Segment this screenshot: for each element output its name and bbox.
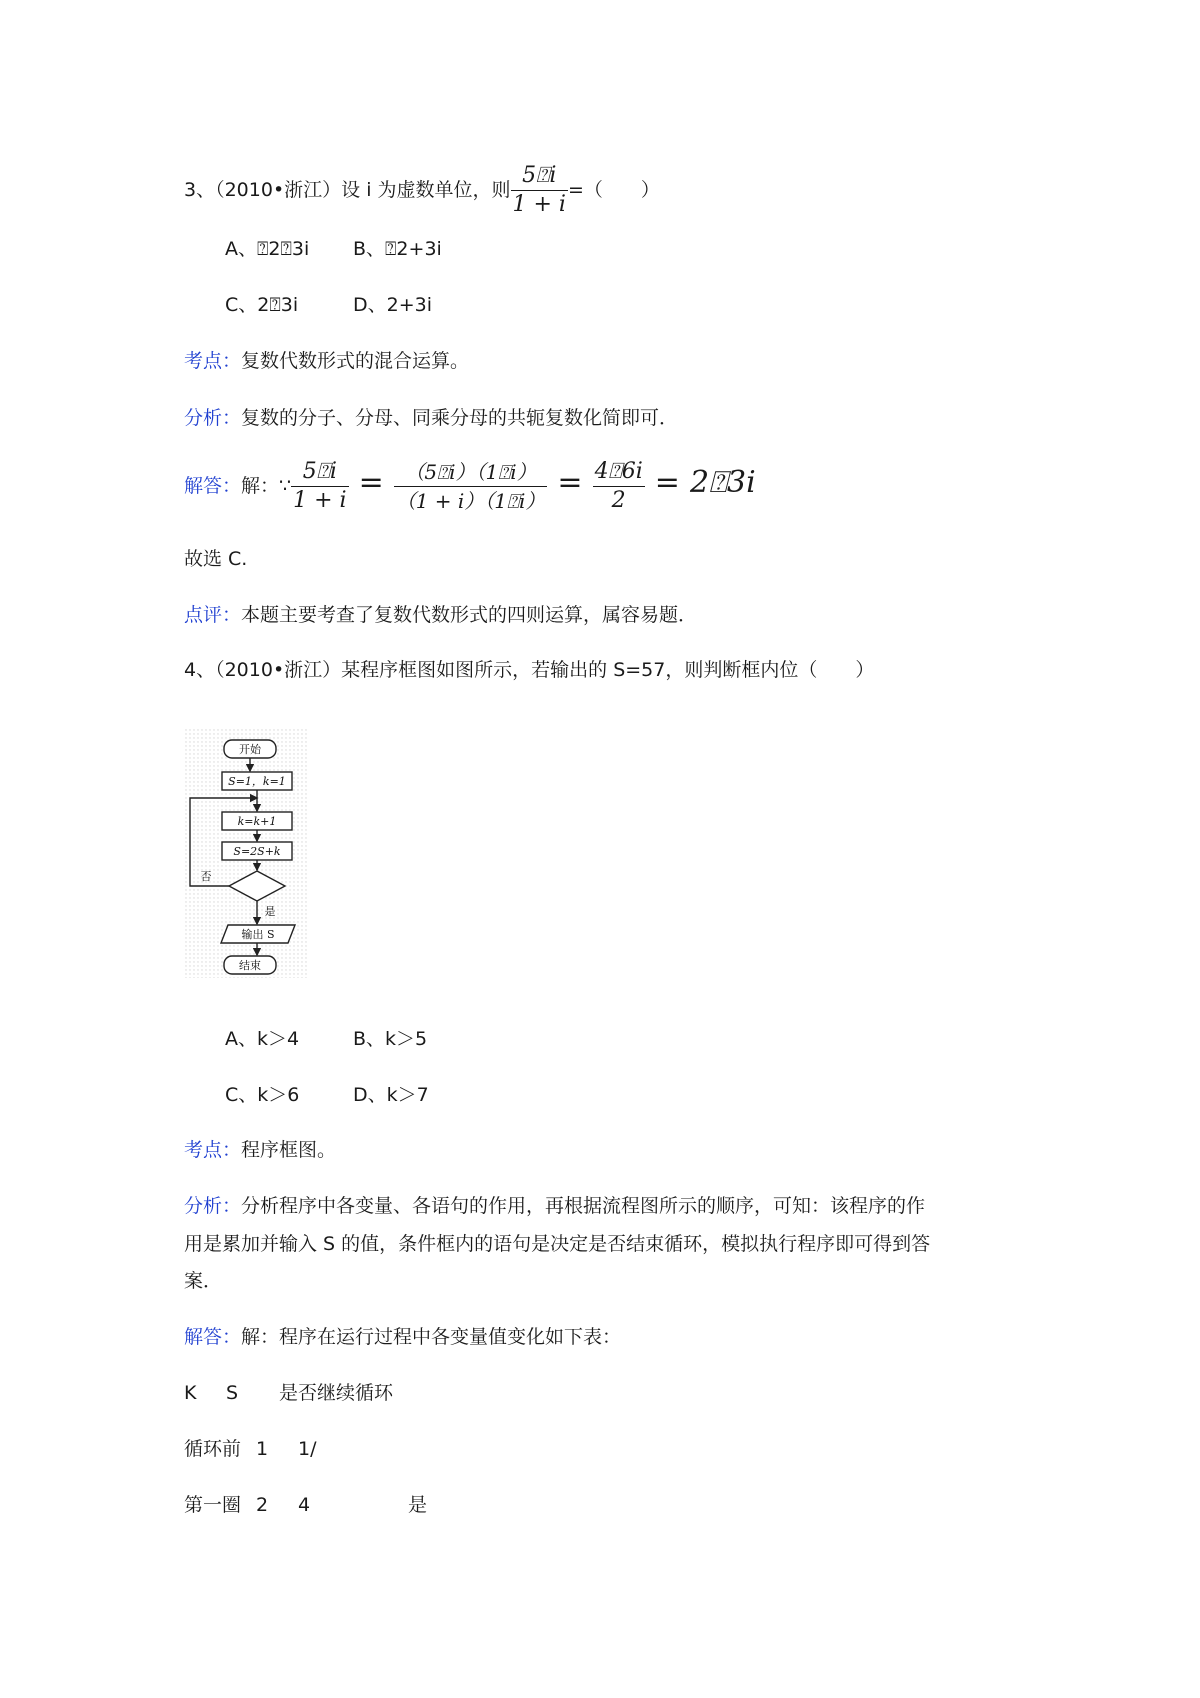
q4-fenxi-line2: 用是累加并输入 S 的值，条件框内的语句是决定是否结束循环，模拟执行程序即可得到答 <box>184 1233 931 1255</box>
q3-kaodian-text: 复数代数形式的混合运算。 <box>241 350 470 372</box>
flow-step1-label: k=k+1 <box>237 815 277 828</box>
table-cell-s: 4 <box>298 1494 311 1516</box>
q3-eq-1: = <box>358 465 384 500</box>
q3-options-row1 <box>225 235 481 263</box>
q4-stem: 4、（2010•浙江）某程序框图如图所示，若输出的 S=57，则判断框内位（ ） <box>184 659 875 681</box>
q4-fenxi-text-1: 分析程序中各变量、各语句的作用，再根据流程图所示的顺序，可知：该程序的作 <box>241 1195 926 1217</box>
q3-stem-frac-num: 5⍰i <box>522 163 557 188</box>
q3-frac3-den: 2 <box>593 486 645 515</box>
q3-fenxi <box>184 404 678 432</box>
q3-frac2-num: （5⍰i）（1⍰i） <box>404 460 537 484</box>
q3-stem-prefix: 3、（2010•浙江）设 i 为虚数单位，则 <box>184 179 511 201</box>
q3-conclusion: 故选 C. <box>184 548 248 570</box>
q4-option-c: C、k＞6 <box>225 1084 300 1106</box>
q3-solution-frac1 <box>291 458 348 515</box>
q4-kaodian-text: 程序框图。 <box>241 1139 337 1161</box>
flow-no-label: 否 <box>200 870 212 883</box>
q3-stem-suffix: =（ ） <box>567 179 660 201</box>
q4-kaodian <box>184 1136 336 1164</box>
q4-jieda-text: 解：程序在运行过程中各变量值变化如下表： <box>241 1326 622 1348</box>
flow-init-label: S=1，k=1 <box>228 775 286 788</box>
q3-jieda <box>184 458 756 515</box>
q3-stem-frac-den: 1 + i <box>512 192 566 217</box>
q4-fenxi-line3: 案． <box>184 1270 223 1292</box>
flow-end-label: 结束 <box>239 959 261 972</box>
q3-frac3-num: 4⍰6i <box>594 459 643 484</box>
q3-option-b: B、⍰2+3i <box>353 238 442 260</box>
q4-option-b: B、k＞5 <box>353 1028 428 1050</box>
table-cell-label: 循环前 <box>184 1438 242 1460</box>
q3-frac1-den: 1 + i <box>293 488 347 513</box>
q3-stem-fraction <box>511 162 568 219</box>
q3-fenxi-label: 分析： <box>184 407 242 429</box>
q4-jieda <box>184 1323 621 1351</box>
q3-dianping-text: 本题主要考查了复数代数形式的四则运算，属容易题． <box>241 604 698 626</box>
q3-jieda-prefix: 解：∵ <box>241 475 292 497</box>
q3-jieda-label: 解答： <box>184 475 242 497</box>
q4-jieda-label: 解答： <box>184 1326 242 1348</box>
flow-yes-label: 是 <box>264 905 276 918</box>
q3-frac1-num: 5⍰i <box>302 459 337 484</box>
table-row <box>184 1491 584 1519</box>
flow-output-label: 输出 S <box>241 928 275 941</box>
table-row <box>184 1435 584 1463</box>
table-cell-label: 第一圈 <box>184 1494 242 1516</box>
q3-frac2-den: （1 + i）（1⍰i） <box>394 486 548 515</box>
q3-fenxi-text: 复数的分子、分母、同乘分母的共轭复数化简即可． <box>241 407 679 429</box>
q3-kaodian-label: 考点： <box>184 350 242 372</box>
flow-start-label: 开始 <box>239 743 261 756</box>
q4-fenxi-line1 <box>184 1192 925 1220</box>
q4-kaodian-label: 考点： <box>184 1139 242 1161</box>
q4-option-a: A、k＞4 <box>225 1028 300 1050</box>
q3-dianping-label: 点评： <box>184 604 242 626</box>
q3-kaodian <box>184 347 469 375</box>
q3-stem <box>184 162 660 219</box>
q3-dianping <box>184 601 697 629</box>
q3-result: 2⍰3i <box>689 465 756 500</box>
q4-table-header <box>184 1379 584 1407</box>
q3-eq-3: = <box>654 465 680 500</box>
q4-option-d: D、k＞7 <box>353 1084 429 1106</box>
q4-options-row1 <box>225 1025 481 1053</box>
table-cell-s: 1/ <box>298 1438 317 1460</box>
q3-solution-frac2 <box>394 458 548 515</box>
q3-options-row2 <box>225 291 481 319</box>
table-cell-k: 2 <box>256 1494 269 1516</box>
table-cell-continue: 是 <box>408 1494 428 1516</box>
table-header-k: K <box>184 1382 197 1404</box>
q3-option-d: D、2+3i <box>353 294 433 316</box>
q4-fenxi-label: 分析： <box>184 1195 242 1217</box>
q3-eq-2: = <box>557 465 583 500</box>
flow-step2-label: S=2S+k <box>233 845 281 858</box>
q3-option-c: C、2⍰3i <box>225 294 299 316</box>
table-header-s: S <box>226 1382 239 1404</box>
q3-solution-frac3 <box>593 458 645 515</box>
q4-flowchart <box>184 728 309 978</box>
table-header-continue: 是否继续循环 <box>279 1382 394 1404</box>
table-cell-k: 1 <box>256 1438 269 1460</box>
q3-option-a: A、⍰2⍰3i <box>225 238 310 260</box>
q4-options-row2 <box>225 1081 481 1109</box>
